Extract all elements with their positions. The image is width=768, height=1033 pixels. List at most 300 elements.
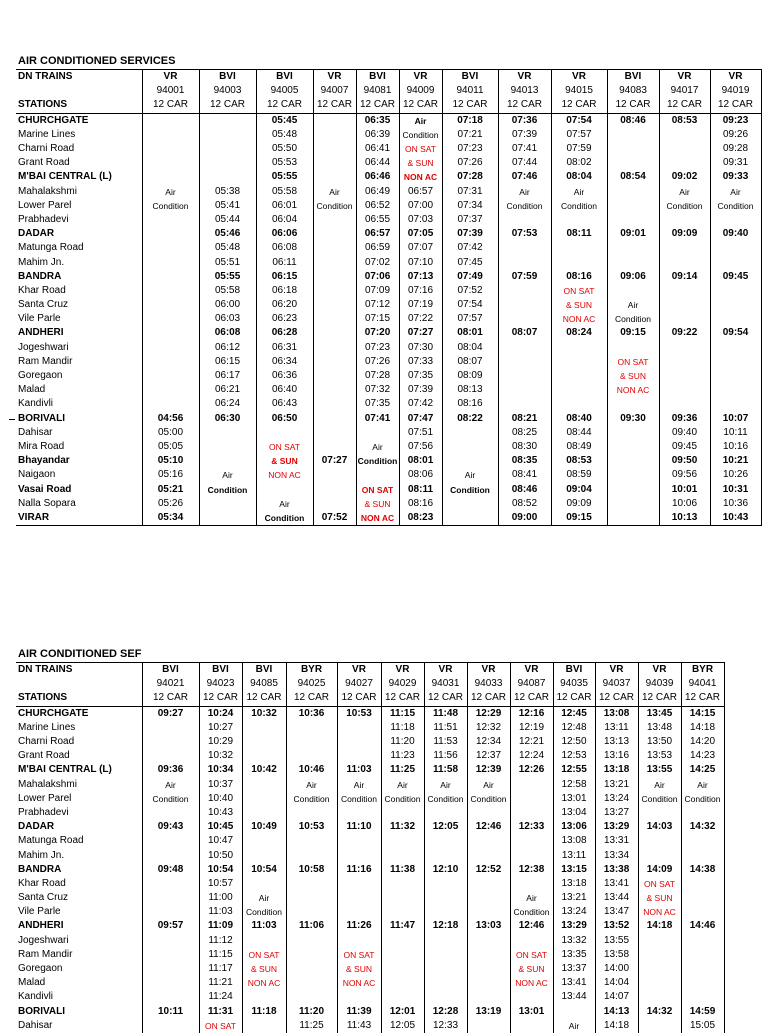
time-cell: 13:06 [553, 820, 595, 834]
train-car-header: 12 CAR [337, 691, 381, 706]
time-cell: 07:32 [356, 383, 399, 397]
time-cell [659, 284, 710, 298]
time-cell: 05:48 [256, 128, 313, 142]
time-cell [551, 369, 607, 383]
time-cell: 09:50 [659, 454, 710, 468]
time-cell: 09:31 [710, 156, 761, 170]
time-cell: 13:24 [595, 792, 638, 806]
time-cell [242, 877, 286, 891]
time-cell [286, 848, 337, 862]
time-cell: 06:40 [256, 383, 313, 397]
time-cell [551, 397, 607, 411]
train-car-header: 12 CAR [510, 691, 553, 706]
station-row [16, 706, 724, 721]
time-cell: 05:44 [199, 213, 256, 227]
time-cell [313, 497, 356, 511]
time-cell [142, 976, 199, 990]
time-cell: 10:53 [286, 820, 337, 834]
time-cell [142, 735, 199, 749]
train-type-header: VR [142, 70, 199, 85]
time-cell [256, 482, 313, 496]
time-cell: 12:45 [553, 706, 595, 721]
time-cell [142, 113, 199, 128]
station-row [16, 270, 761, 284]
time-cell: 07:35 [399, 369, 442, 383]
time-cell [286, 891, 337, 905]
time-cell: 13:52 [595, 919, 638, 933]
train-type-header: VR [313, 70, 356, 85]
time-cell: 12:34 [467, 735, 510, 749]
time-cell: 12:10 [424, 863, 467, 877]
time-cell: 13:34 [595, 848, 638, 862]
time-cell [710, 383, 761, 397]
time-cell [607, 482, 659, 496]
station-row [16, 482, 761, 496]
time-cell [337, 848, 381, 862]
time-cell: 08:41 [498, 468, 551, 482]
time-cell [681, 962, 724, 976]
time-cell: 08:06 [399, 468, 442, 482]
station-row [16, 298, 761, 312]
train-no-header: 94001 [142, 84, 199, 98]
time-cell [356, 426, 399, 440]
time-cell [381, 877, 424, 891]
station-row [16, 976, 724, 990]
time-cell: 07:26 [356, 355, 399, 369]
station-row [16, 806, 724, 820]
time-cell: 14:18 [681, 721, 724, 735]
time-cell [313, 128, 356, 142]
time-cell [710, 369, 761, 383]
time-cell [442, 454, 498, 468]
time-cell [510, 806, 553, 820]
station-name: Naigaon [18, 469, 56, 481]
time-cell: 05:51 [199, 255, 256, 269]
time-cell [510, 1019, 553, 1033]
time-cell: 07:54 [442, 298, 498, 312]
time-cell [242, 834, 286, 848]
time-cell: 07:03 [399, 213, 442, 227]
time-cell: 08:46 [498, 482, 551, 496]
time-cell: 13:03 [467, 919, 510, 933]
time-cell: 08:22 [442, 412, 498, 426]
time-cell: 12:38 [510, 863, 553, 877]
time-cell: 05:21 [142, 482, 199, 496]
train-type-header: VR [710, 70, 761, 85]
train-car-header: 12 CAR [681, 691, 724, 706]
time-cell: 07:37 [442, 213, 498, 227]
time-cell: 12:39 [467, 763, 510, 777]
time-cell: 09:04 [551, 482, 607, 496]
train-type-header: VR [498, 70, 551, 85]
station-row [16, 326, 761, 340]
time-cell: 11:18 [381, 721, 424, 735]
time-cell [498, 255, 551, 269]
time-cell [199, 170, 256, 184]
time-cell: 09:09 [659, 227, 710, 241]
time-cell: NON AC [638, 905, 681, 919]
station-name: Vile Parle [18, 906, 61, 918]
time-cell [286, 948, 337, 962]
time-cell: 06:34 [256, 355, 313, 369]
time-cell: 14:46 [681, 919, 724, 933]
time-cell [142, 298, 199, 312]
time-cell: & SUN [337, 962, 381, 976]
station-name: Mahim Jn. [18, 849, 65, 861]
time-cell [199, 454, 256, 468]
time-cell: 08:53 [659, 113, 710, 128]
time-cell: 07:18 [442, 113, 498, 128]
time-cell [242, 1019, 286, 1033]
time-cell: 11:25 [286, 1019, 337, 1033]
station-name: Marine Lines [18, 721, 76, 733]
time-cell: 05:05 [142, 440, 199, 454]
time-cell: Condition [337, 792, 381, 806]
time-cell: 07:39 [399, 383, 442, 397]
train-type-header: BVI [199, 663, 242, 678]
time-cell: ON SAT [199, 1019, 242, 1033]
time-cell [313, 156, 356, 170]
time-cell [498, 284, 551, 298]
time-cell [313, 284, 356, 298]
time-cell: 12:33 [510, 820, 553, 834]
time-cell: 11:03 [242, 919, 286, 933]
train-no-header: 94021 [142, 677, 199, 691]
time-cell: NON AC [510, 976, 553, 990]
time-cell [286, 834, 337, 848]
station-row [16, 948, 724, 962]
time-cell: 11:15 [381, 706, 424, 721]
time-cell: Air [381, 778, 424, 792]
time-cell: 06:39 [356, 128, 399, 142]
time-cell [286, 976, 337, 990]
time-cell: 11:24 [199, 990, 242, 1004]
time-cell: Condition [399, 128, 442, 142]
time-cell: 13:21 [553, 891, 595, 905]
time-cell [199, 426, 256, 440]
time-cell: 08:02 [551, 156, 607, 170]
station-name: Mahim Jn. [18, 256, 65, 268]
time-cell: ON SAT [638, 877, 681, 891]
time-cell: 06:31 [256, 341, 313, 355]
station-row [16, 721, 724, 735]
header-row [16, 98, 761, 113]
time-cell: 12:55 [553, 763, 595, 777]
time-cell [313, 355, 356, 369]
time-cell: 11:06 [286, 919, 337, 933]
time-cell: 10:24 [199, 706, 242, 721]
time-cell: 09:02 [659, 170, 710, 184]
time-cell [424, 990, 467, 1004]
station-name: CHURCHGATE [18, 114, 89, 126]
time-cell: 15:05 [681, 1019, 724, 1033]
station-row [16, 1019, 724, 1033]
time-cell: 13:37 [553, 962, 595, 976]
time-cell: 11:21 [199, 976, 242, 990]
station-row [16, 848, 724, 862]
train-no-header: 94019 [710, 84, 761, 98]
time-cell: 07:52 [313, 511, 356, 526]
time-cell: 13:19 [467, 1005, 510, 1019]
time-cell: Condition [510, 905, 553, 919]
time-cell: 06:28 [256, 326, 313, 340]
time-cell [356, 468, 399, 482]
time-cell: 12:18 [424, 919, 467, 933]
time-cell: 07:06 [356, 270, 399, 284]
time-cell: 07:05 [399, 227, 442, 241]
time-cell: 07:44 [498, 156, 551, 170]
time-cell [242, 806, 286, 820]
time-cell: 06:35 [356, 113, 399, 128]
time-cell: 07:26 [442, 156, 498, 170]
station-name: Mahalakshmi [18, 185, 77, 197]
time-cell [313, 326, 356, 340]
time-cell [607, 156, 659, 170]
time-cell: ON SAT [399, 142, 442, 156]
time-cell: 08:11 [399, 482, 442, 496]
train-car-header: 12 CAR [638, 691, 681, 706]
time-cell [199, 497, 256, 511]
time-cell [242, 735, 286, 749]
time-cell [381, 891, 424, 905]
time-cell: 12:46 [510, 919, 553, 933]
station-row [16, 820, 724, 834]
time-cell [659, 383, 710, 397]
time-cell: ON SAT [356, 482, 399, 496]
time-cell [467, 962, 510, 976]
time-cell [142, 142, 199, 156]
station-row [16, 905, 724, 919]
time-cell: 09:06 [607, 270, 659, 284]
time-cell: 11:12 [199, 934, 242, 948]
station-row [16, 355, 761, 369]
time-cell: 08:09 [442, 369, 498, 383]
time-cell: Air [199, 468, 256, 482]
time-cell: 06:24 [199, 397, 256, 411]
time-cell: 12:33 [424, 1019, 467, 1033]
time-cell [142, 284, 199, 298]
train-car-header: 12 CAR [424, 691, 467, 706]
time-cell [313, 482, 356, 496]
time-cell: ON SAT [607, 355, 659, 369]
time-cell [442, 426, 498, 440]
time-cell: Air [337, 778, 381, 792]
station-name: Malad [18, 384, 46, 396]
time-cell [424, 905, 467, 919]
time-cell [337, 990, 381, 1004]
time-cell: 11:51 [424, 721, 467, 735]
train-no-header: 94009 [399, 84, 442, 98]
time-cell [498, 241, 551, 255]
time-cell [681, 834, 724, 848]
time-cell: 08:07 [498, 326, 551, 340]
time-cell [142, 934, 199, 948]
time-cell: 14:18 [595, 1019, 638, 1033]
train-no-header: 94025 [286, 677, 337, 691]
time-cell: 06:15 [256, 270, 313, 284]
station-row [16, 497, 761, 511]
time-cell [467, 990, 510, 1004]
time-cell: 08:25 [498, 426, 551, 440]
time-cell: Air [286, 778, 337, 792]
time-cell [286, 962, 337, 976]
time-cell: 07:12 [356, 298, 399, 312]
time-cell [142, 749, 199, 763]
time-cell [313, 341, 356, 355]
time-cell: ON SAT [256, 440, 313, 454]
time-cell: 06:18 [256, 284, 313, 298]
time-cell: 06:59 [356, 241, 399, 255]
train-no-header: 94035 [553, 677, 595, 691]
time-cell: 12:05 [424, 820, 467, 834]
train-no-header: 94013 [498, 84, 551, 98]
time-cell: ON SAT [510, 948, 553, 962]
time-cell: 11:58 [424, 763, 467, 777]
time-cell [607, 284, 659, 298]
time-cell [199, 440, 256, 454]
time-cell: 13:45 [638, 706, 681, 721]
train-no-header: 94081 [356, 84, 399, 98]
time-cell [659, 241, 710, 255]
time-cell [313, 468, 356, 482]
station-row [16, 369, 761, 383]
time-cell: 07:07 [399, 241, 442, 255]
time-cell: 07:49 [442, 270, 498, 284]
time-cell: 13:50 [638, 735, 681, 749]
station-row [16, 778, 724, 792]
time-cell: 05:53 [256, 156, 313, 170]
time-cell [510, 934, 553, 948]
time-cell: 10:43 [710, 511, 761, 526]
train-car-header: 12 CAR [659, 98, 710, 113]
time-cell: 13:18 [595, 763, 638, 777]
time-cell: 13:55 [638, 763, 681, 777]
time-cell [607, 213, 659, 227]
station-name: BORIVALI [18, 412, 66, 424]
train-type-header: VR [424, 663, 467, 678]
time-cell [551, 383, 607, 397]
time-cell: 06:49 [356, 185, 399, 199]
time-cell: 07:57 [442, 312, 498, 326]
time-cell [313, 426, 356, 440]
station-name: Matunga Road [18, 242, 84, 254]
time-cell: ON SAT [242, 948, 286, 962]
time-cell: 05:10 [142, 454, 199, 468]
time-cell [498, 312, 551, 326]
time-cell [659, 369, 710, 383]
train-car-header: 12 CAR [498, 98, 551, 113]
train-type-header: BVI [142, 663, 199, 678]
time-cell: 05:38 [199, 185, 256, 199]
time-cell [242, 749, 286, 763]
time-cell: ON SAT [337, 948, 381, 962]
time-cell: 08:54 [607, 170, 659, 184]
station-row [16, 440, 761, 454]
station-row [16, 735, 724, 749]
train-car-header: 12 CAR [442, 98, 498, 113]
train-type-header: VR [510, 663, 553, 678]
time-cell [659, 128, 710, 142]
time-cell [467, 834, 510, 848]
time-cell [381, 905, 424, 919]
time-cell: Air [142, 185, 199, 199]
time-cell: 10:29 [199, 735, 242, 749]
station-row [16, 213, 761, 227]
time-cell: 08:04 [442, 341, 498, 355]
time-cell: 06:00 [199, 298, 256, 312]
time-cell: 09:57 [142, 919, 199, 933]
time-cell: 07:57 [551, 128, 607, 142]
station-name: M'BAI CENTRAL (L) [18, 764, 112, 776]
header-label [16, 677, 142, 691]
time-cell [142, 905, 199, 919]
time-cell: 11:56 [424, 749, 467, 763]
time-cell [638, 934, 681, 948]
header-label: STATIONS [16, 98, 142, 113]
time-cell: 08:01 [442, 326, 498, 340]
time-cell: 07:42 [399, 397, 442, 411]
time-cell: Condition [199, 482, 256, 496]
time-cell: 11:03 [199, 905, 242, 919]
time-cell: 06:30 [199, 412, 256, 426]
time-cell: 08:30 [498, 440, 551, 454]
time-cell: 06:44 [356, 156, 399, 170]
time-cell: 13:11 [595, 721, 638, 735]
time-cell [681, 934, 724, 948]
time-cell [313, 270, 356, 284]
time-cell: 05:34 [142, 511, 199, 526]
time-cell [242, 848, 286, 862]
time-cell [467, 806, 510, 820]
time-cell: 12:28 [424, 1005, 467, 1019]
station-row [16, 170, 761, 184]
station-name: M'BAI CENTRAL (L) [18, 171, 112, 183]
time-cell [442, 440, 498, 454]
time-cell: 08:53 [551, 454, 607, 468]
time-cell: Air [498, 185, 551, 199]
time-cell: 10:16 [710, 440, 761, 454]
time-cell: & SUN [510, 962, 553, 976]
time-cell: 10:53 [337, 706, 381, 721]
time-cell: 12:16 [510, 706, 553, 721]
time-cell [313, 412, 356, 426]
train-no-header: 94005 [256, 84, 313, 98]
time-cell: & SUN [356, 497, 399, 511]
time-cell: 12:52 [467, 863, 510, 877]
train-car-header: 12 CAR [551, 98, 607, 113]
time-cell [498, 383, 551, 397]
time-cell [710, 213, 761, 227]
station-row [16, 341, 761, 355]
station-row [16, 834, 724, 848]
time-cell [142, 948, 199, 962]
time-cell [142, 990, 199, 1004]
time-cell: 05:48 [199, 241, 256, 255]
station-row [16, 454, 761, 468]
time-cell [710, 397, 761, 411]
time-cell [498, 397, 551, 411]
train-no-header: 94017 [659, 84, 710, 98]
time-cell [681, 976, 724, 990]
time-cell: & SUN [242, 962, 286, 976]
time-cell [142, 255, 199, 269]
station-row [16, 227, 761, 241]
header-label: DN TRAINS [16, 663, 142, 678]
time-cell [142, 312, 199, 326]
time-cell [551, 355, 607, 369]
time-cell: 06:50 [256, 412, 313, 426]
train-car-header: 12 CAR [286, 691, 337, 706]
